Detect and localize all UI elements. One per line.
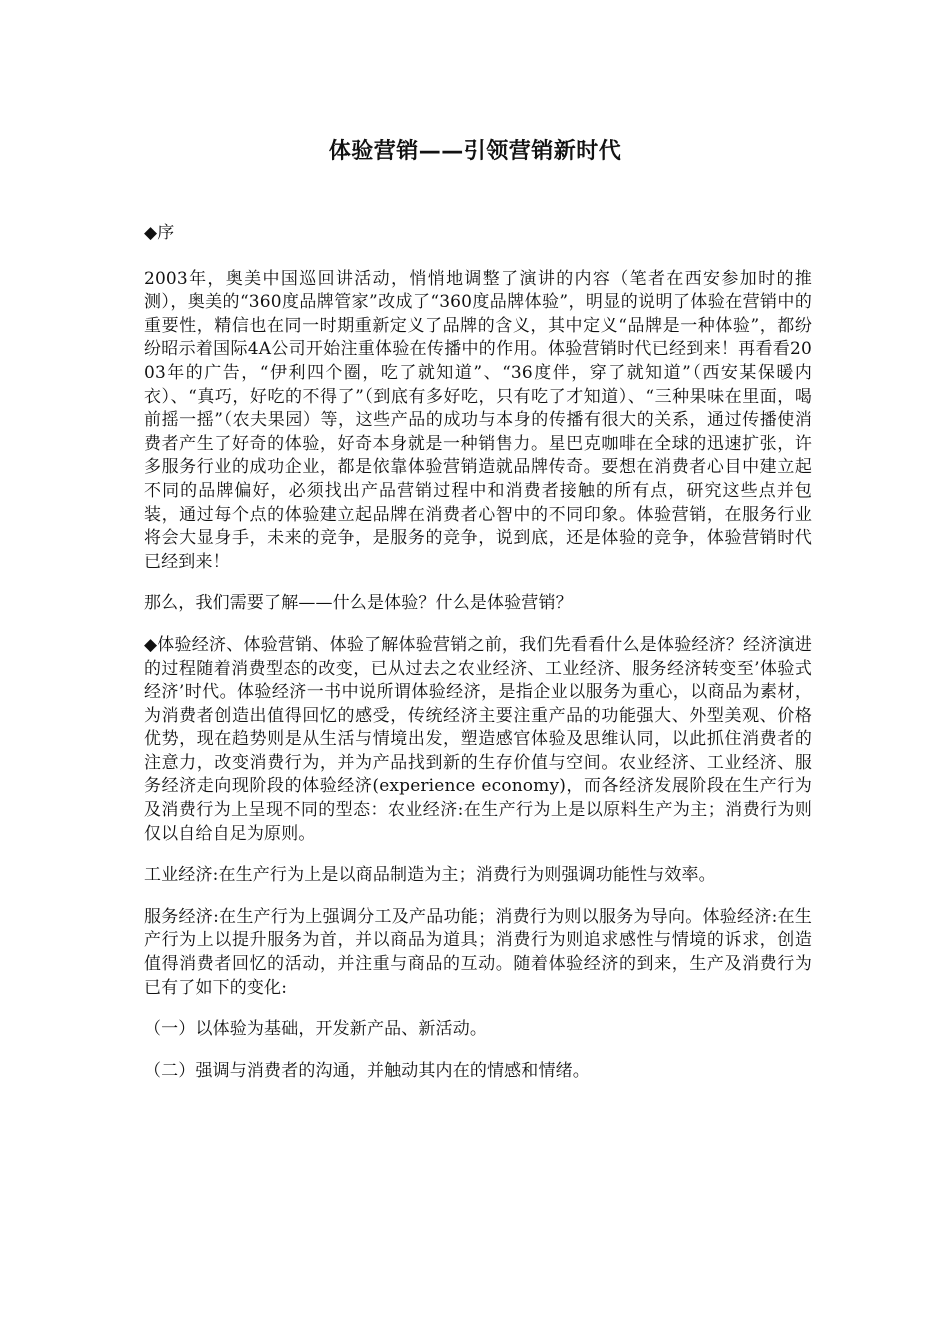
list-item: （二）强调与消费者的沟通，并触动其内在的情感和情绪。 — [144, 1060, 590, 1081]
section-heading-preface: ◆序 — [144, 223, 175, 243]
paragraph: 那么，我们需要了解——什么是体验？什么是体验营销？ — [144, 593, 573, 614]
document-title: 体验营销——引领营销新时代 — [328, 139, 622, 164]
list-item: （一）以体验为基础，开发新产品、新活动。 — [144, 1019, 487, 1040]
paragraph: 工业经济:在生产行为上是以商品制造为主；消费行为则强调功能性与效率。 — [144, 865, 716, 886]
paragraph: ◆体验经济、体验营销、体验了解体验营销之前，我们先看看什么是体验经济？经济演进的过程随着消费型态的改变，已从过去之农业经济、工业经济、服务经济转变至’体验式经济’时代。体验经济一书中说所谓体验经济，是指企业以服务为重心，以商品为素材，为消费者创造出值得回忆的感受，传统经济主要注重产品的功能强大、外型美观、价格优势，现在趋势则是从生活与情境出发，塑造感官体验及思维认同，以此抓住消费者的注意力，改变消费行为，并为产品找到新的生存价值与空间。农业经济、工业经济、服务经济走向现阶段的体验经济(experience economy)，而各经济发展阶段在生产行为及消费行为上呈现不同的型态：农业经济:在生产行为上是以原料生产为主；消费行为则仅以自给自足为原则。 — [144, 634, 812, 844]
paragraph: 2003年，奥美中国巡回讲活动，悄悄地调整了演讲的内容（笔者在西安参加时的推测），奥美的“360度品牌管家”改成了“360度品牌体验”，明显的说明了体验在营销中的重要性，精信也在同一时期重新定义了品牌的含义，其中定义“品牌是一种体验”，都纷纷昭示着国际4A公司开始注重体验在传播中的作用。体验营销时代已经到来！再看看2003年的广告，“伊利四个圈，吃了就知道”、“36度伴，穿了就知道”（西安某保暖内衣）、“真巧，好吃的不得了”（到底有多好吃，只有吃了才知道）、“三种果味在里面，喝前摇一摇”（农夫果园）等，这些产品的成功与本身的传播有很大的关系，通过传播使消费者产生了好奇的体验，好奇本身就是一种销售力。星巴克咖啡在全球的迅速扩张，许多服务行业的成功企业，都是依靠体验营销造就品牌传奇。要想在消费者心目中建立起不同的品牌偏好，必须找出产品营销过程中和消费者接触的所有点，研究这些点并包装，通过每个点的体验建立起品牌在消费者心智中的不同印象。体验营销，在服务行业将会大显身手，未来的竞争，是服务的竞争，说到底，还是体验的竞争，体验营销时代已经到来！ — [144, 268, 812, 572]
document-body — [144, 222, 812, 1101]
paragraph: 服务经济:在生产行为上强调分工及产品功能；消费行为则以服务为导向。体验经济:在生产行为上以提升服务为首，并以商品为道具；消费行为则追求感性与情境的诉求，创造值得消费者回忆的活动，并注重与商品的互动。随着体验经济的到来，生产及消费行为已有了如下的变化: — [144, 906, 812, 998]
